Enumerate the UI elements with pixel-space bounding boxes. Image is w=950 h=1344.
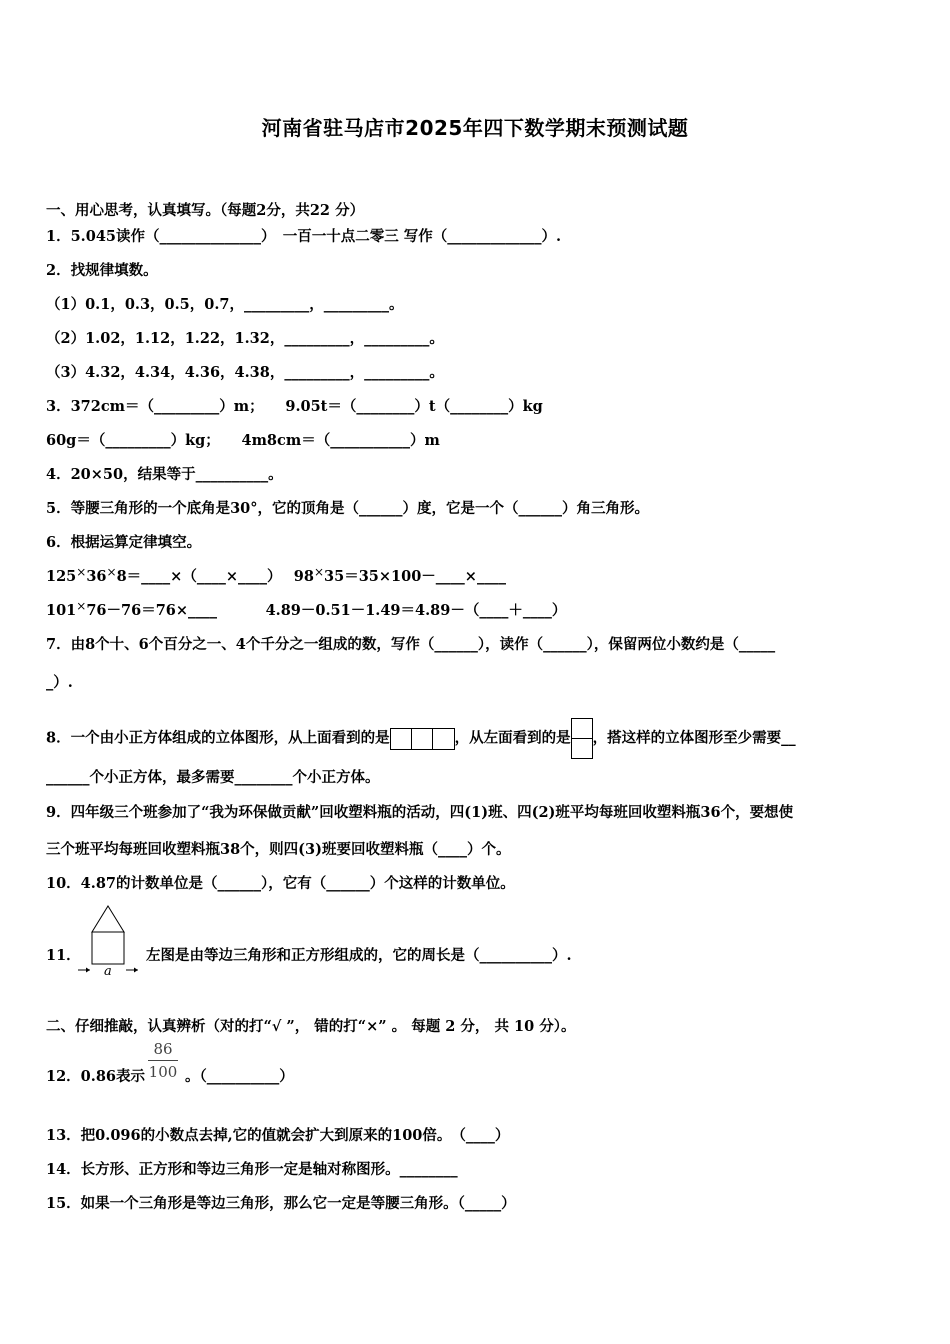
left-view-figure [571, 718, 593, 759]
question-7-b: _）. [46, 674, 73, 691]
question-6: 6．根据运算定律填空。 [46, 534, 202, 551]
question-8-b: ______个小正方体，最多需要________个小正方体。 [46, 769, 380, 786]
question-4: 4．20×50，结果等于__________。 [46, 466, 283, 483]
question-5: 5．等腰三角形的一个底角是30°，它的顶角是（______）度，它是一个（______）角三角形。 [46, 500, 650, 517]
question-7-a: 7．由8个十、6个百分之一、4个千分之一组成的数，写作（______），读作（______），保留两位小数约是（_____ [46, 636, 776, 653]
house-figure [76, 904, 142, 978]
question-6-line-b: 101×76－76＝76×____ 4.89－0.51－1.49＝4.89－（____＋____） [46, 599, 567, 619]
top-view-figure [390, 728, 455, 750]
question-1: 1．5.045读作（______________） 一百一十点二零三 写作（_____________）. [46, 228, 562, 245]
question-3-a: 3．372cm＝（_________）m； 9.05t＝（________）t（________）kg [46, 398, 543, 415]
question-11: 左图是由等边三角形和正方形组成的，它的周长是（__________）. [146, 947, 572, 964]
question-15: 15．如果一个三角形是等边三角形，那么它一定是等腰三角形。（_____） [46, 1195, 516, 1212]
times-mark: × [313, 565, 325, 579]
side-length-label: a [104, 964, 112, 978]
times-mark: × [106, 565, 117, 579]
question-2-1: （1）0.1，0.3，0.5，0.7，_________，_________。 [46, 296, 404, 313]
times-mark: × [76, 565, 87, 579]
page-title: 河南省驻马店市2025年四下数学期末预测试题 [261, 116, 689, 140]
fraction-86-100: $\frac{86}{100}$ [148, 1040, 178, 1081]
question-11-number: 11． [46, 947, 81, 964]
question-3-b: 60g＝（_________）kg； 4m8cm＝（___________）m [46, 432, 440, 449]
question-9-a: 9．四年级三个班参加了“我为环保做贡献”回收塑料瓶的活动，四(1)班、四(2)班平均每班回收塑料瓶36个，要想使 [46, 804, 794, 821]
question-14: 14．长方形、正方形和等边三角形一定是轴对称图形。________ [46, 1161, 458, 1178]
question-9-b: 三个班平均每班回收塑料瓶38个，则四(3)班要回收塑料瓶（____）个。 [46, 841, 511, 858]
question-10: 10．4.87的计数单位是（______），它有（______）个这样的计数单位。 [46, 875, 515, 892]
question-2: 2．找规律填数。 [46, 262, 158, 279]
question-6-line-a: 125×36×8＝____×（____×____） 98×35＝35×100－____×____ [46, 565, 506, 585]
section-2-heading: 二、仔细推敲，认真辨析（对的打“√ ”， 错的打“×” 。 每题 2 分， 共 10 分）。 [46, 1018, 576, 1035]
question-8-a: 8．一个由小正方体组成的立体图形，从上面看到的是 ，从左面看到的是 ，搭这样的立体图形至少需要__ [46, 718, 796, 759]
question-2-3: （3）4.32，4.34，4.36，4.38，_________，_________。 [46, 364, 444, 381]
question-13: 13．把0.096的小数点去掉,它的值就会扩大到原来的100倍。 （____） [46, 1127, 510, 1144]
question-12-b: 。（__________） [185, 1068, 294, 1085]
question-12-a: 12．0.86表示 [46, 1068, 145, 1085]
section-1-heading: 一、用心思考，认真填写。（每题2分，共22 分） [46, 202, 365, 219]
times-mark: × [76, 599, 87, 613]
question-2-2: （2）1.02，1.12，1.22，1.32，_________，_________。 [46, 330, 444, 347]
